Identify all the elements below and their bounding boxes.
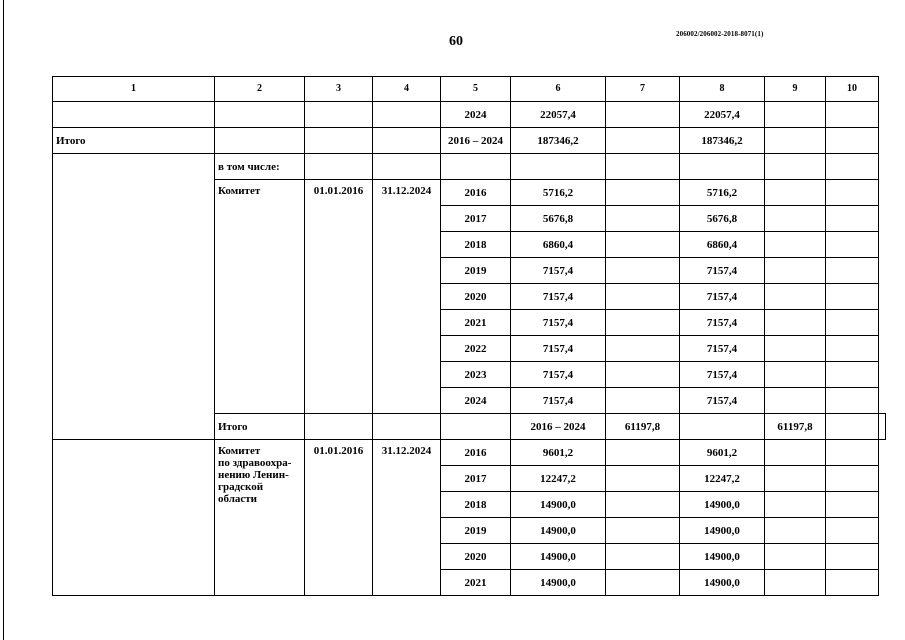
total-label: Итого [53, 128, 215, 154]
column-header: 5 [441, 77, 511, 102]
year-cell: 2021 [441, 570, 511, 596]
start-date-cell: 01.01.2016 [305, 180, 373, 414]
executor-line: области [218, 493, 258, 505]
amount-cell: 7157,4 [511, 284, 606, 310]
table-row [53, 102, 886, 128]
column-header: 9 [765, 77, 826, 102]
table-row [53, 154, 886, 180]
year-cell: 2016 [441, 440, 511, 466]
executor-cell: Комитет [215, 180, 305, 414]
amount-cell: 6860,4 [680, 232, 765, 258]
amount-cell: 14900,0 [511, 570, 606, 596]
amount-cell: 7157,4 [511, 258, 606, 284]
year-cell: 2018 [441, 492, 511, 518]
amount-cell: 5676,8 [680, 206, 765, 232]
year-cell: 2020 [441, 544, 511, 570]
amount-cell: 14900,0 [511, 518, 606, 544]
amount-cell: 9601,2 [680, 440, 765, 466]
column-header: 2 [215, 77, 305, 102]
amount-cell: 61197,8 [606, 414, 680, 440]
amount-cell: 7157,4 [511, 336, 606, 362]
amount-cell: 14900,0 [511, 544, 606, 570]
year-cell: 2024 [441, 388, 511, 414]
year-cell: 2020 [441, 284, 511, 310]
amount-cell: 7157,4 [680, 336, 765, 362]
amount-cell: 7157,4 [680, 284, 765, 310]
executor-line: нению Ленин- [218, 469, 289, 481]
year-cell: 2018 [441, 232, 511, 258]
end-date-cell: 31.12.2024 [373, 440, 441, 596]
year-cell: 2024 [441, 102, 511, 128]
amount-cell: 12247,2 [680, 466, 765, 492]
page-number: 60 [449, 34, 463, 49]
year-range-cell: 2016 – 2024 [511, 414, 606, 440]
amount-cell: 14900,0 [680, 492, 765, 518]
amount-cell: 5716,2 [680, 180, 765, 206]
year-cell: 2017 [441, 466, 511, 492]
executor-line: Комитет [218, 445, 261, 457]
executor-line: градской [218, 481, 264, 493]
column-header: 7 [606, 77, 680, 102]
amount-cell: 7157,4 [680, 258, 765, 284]
amount-cell: 187346,2 [511, 128, 606, 154]
column-header: 6 [511, 77, 606, 102]
year-cell: 2019 [441, 518, 511, 544]
year-cell: 2019 [441, 258, 511, 284]
year-range-cell: 2016 – 2024 [441, 128, 511, 154]
amount-cell: 7157,4 [511, 362, 606, 388]
document-id: 206002/206002-2018-8071(1) [676, 30, 764, 38]
amount-cell: 12247,2 [511, 466, 606, 492]
start-date-cell: 01.01.2016 [305, 440, 373, 596]
column-header: 3 [305, 77, 373, 102]
amount-cell: 14900,0 [680, 518, 765, 544]
table-header-row [53, 77, 886, 102]
amount-cell: 22057,4 [511, 102, 606, 128]
end-date-cell: 31.12.2024 [373, 180, 441, 414]
amount-cell: 7157,4 [511, 310, 606, 336]
amount-cell: 7157,4 [511, 388, 606, 414]
total-row [53, 128, 886, 154]
amount-cell: 14900,0 [680, 544, 765, 570]
budget-table [52, 76, 886, 596]
year-cell: 2017 [441, 206, 511, 232]
amount-cell: 7157,4 [680, 310, 765, 336]
amount-cell: 9601,2 [511, 440, 606, 466]
amount-cell: 61197,8 [765, 414, 826, 440]
amount-cell: 7157,4 [680, 388, 765, 414]
year-cell: 2022 [441, 336, 511, 362]
column-header: 10 [826, 77, 879, 102]
amount-cell: 6860,4 [511, 232, 606, 258]
total-label: Итого [215, 414, 305, 440]
column-header: 8 [680, 77, 765, 102]
amount-cell: 5676,8 [511, 206, 606, 232]
table-row [53, 440, 886, 466]
amount-cell: 22057,4 [680, 102, 765, 128]
year-cell: 2023 [441, 362, 511, 388]
amount-cell: 14900,0 [511, 492, 606, 518]
year-cell: 2021 [441, 310, 511, 336]
amount-cell: 187346,2 [680, 128, 765, 154]
executor-cell [215, 440, 305, 596]
year-cell: 2016 [441, 180, 511, 206]
amount-cell: 5716,2 [511, 180, 606, 206]
column-header: 1 [53, 77, 215, 102]
amount-cell: 7157,4 [680, 362, 765, 388]
page-edge-line [3, 0, 4, 640]
including-label: в том числе: [215, 154, 305, 180]
column-header: 4 [373, 77, 441, 102]
amount-cell: 14900,0 [680, 570, 765, 596]
executor-line: по здравоохра- [218, 457, 292, 469]
